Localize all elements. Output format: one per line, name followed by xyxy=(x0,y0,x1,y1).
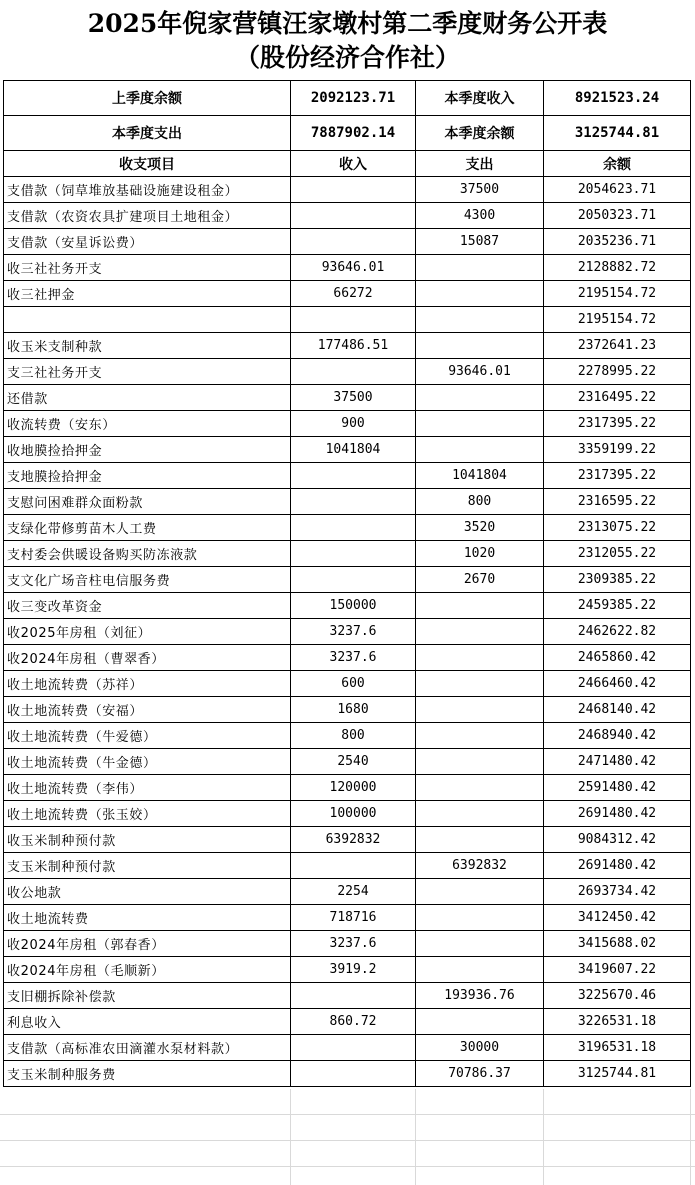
prev-balance-value: 2092123.71 xyxy=(291,81,416,116)
table-row xyxy=(4,359,691,385)
income-cell xyxy=(291,463,416,489)
item-cell: 收2024年房租（曹翠香） xyxy=(4,645,291,671)
balance-cell: 2691480.42 xyxy=(544,853,691,879)
income-cell: 900 xyxy=(291,411,416,437)
balance-cell: 2316595.22 xyxy=(544,489,691,515)
table-row xyxy=(4,463,691,489)
table-row xyxy=(4,905,691,931)
expense-cell: 1020 xyxy=(416,541,544,567)
item-cell: 收三变改革资金 xyxy=(4,593,291,619)
balance-cell: 2050323.71 xyxy=(544,203,691,229)
balance-cell: 2468140.42 xyxy=(544,697,691,723)
item-cell: 收流转费（安东） xyxy=(4,411,291,437)
balance-cell: 2691480.42 xyxy=(544,801,691,827)
table-row xyxy=(4,749,691,775)
item-cell: 支玉米制种服务费 xyxy=(4,1061,291,1087)
balance-cell: 2313075.22 xyxy=(544,515,691,541)
expense-cell: 70786.37 xyxy=(416,1061,544,1087)
item-cell: 收2024年房租（毛顺新） xyxy=(4,957,291,983)
table-row xyxy=(4,333,691,359)
item-cell: 收三社社务开支 xyxy=(4,255,291,281)
table-row xyxy=(4,931,691,957)
expense-cell: 193936.76 xyxy=(416,983,544,1009)
balance-cell: 2195154.72 xyxy=(544,307,691,333)
expense-cell xyxy=(416,931,544,957)
income-cell: 100000 xyxy=(291,801,416,827)
expense-cell: 2670 xyxy=(416,567,544,593)
item-cell: 支旧棚拆除补偿款 xyxy=(4,983,291,1009)
item-cell: 收土地流转费（安福） xyxy=(4,697,291,723)
item-cell: 收公地款 xyxy=(4,879,291,905)
gridline xyxy=(0,1140,695,1141)
income-cell: 1041804 xyxy=(291,437,416,463)
expense-cell: 3520 xyxy=(416,515,544,541)
balance-cell: 2465860.42 xyxy=(544,645,691,671)
table-row xyxy=(4,697,691,723)
table-row xyxy=(4,957,691,983)
table-row xyxy=(4,177,691,203)
balance-cell: 3226531.18 xyxy=(544,1009,691,1035)
balance-cell: 2309385.22 xyxy=(544,567,691,593)
balance-cell: 3412450.42 xyxy=(544,905,691,931)
expense-cell: 6392832 xyxy=(416,853,544,879)
table-row xyxy=(4,307,691,333)
gridline xyxy=(690,1089,691,1185)
expense-cell xyxy=(416,645,544,671)
table-row xyxy=(4,593,691,619)
item-cell: 收土地流转费 xyxy=(4,905,291,931)
balance-cell: 2278995.22 xyxy=(544,359,691,385)
expense-cell: 4300 xyxy=(416,203,544,229)
table-row xyxy=(4,489,691,515)
balance-cell: 3419607.22 xyxy=(544,957,691,983)
item-cell: 收土地流转费（苏祥） xyxy=(4,671,291,697)
table-row xyxy=(4,645,691,671)
balance-cell: 2317395.22 xyxy=(544,463,691,489)
table-row xyxy=(4,723,691,749)
table-row xyxy=(4,515,691,541)
item-cell: 支借款（饲草堆放基础设施建设租金） xyxy=(4,177,291,203)
expense-cell xyxy=(416,411,544,437)
title-line-2: （股份经济合作社） xyxy=(234,43,460,72)
expense-cell xyxy=(416,437,544,463)
item-cell: 支村委会供暖设备购买防冻液款 xyxy=(4,541,291,567)
item-cell: 支文化广场音柱电信服务费 xyxy=(4,567,291,593)
balance-cell: 2459385.22 xyxy=(544,593,691,619)
balance-cell: 2462622.82 xyxy=(544,619,691,645)
finance-table xyxy=(3,80,691,1087)
income-cell xyxy=(291,567,416,593)
item-cell: 收土地流转费（牛金德） xyxy=(4,749,291,775)
expense-cell: 800 xyxy=(416,489,544,515)
income-cell: 3237.6 xyxy=(291,931,416,957)
table-row xyxy=(4,801,691,827)
item-cell: 收土地流转费（张玉姣） xyxy=(4,801,291,827)
expense-cell: 30000 xyxy=(416,1035,544,1061)
income-cell xyxy=(291,541,416,567)
table-row xyxy=(4,775,691,801)
gridline xyxy=(543,1089,544,1185)
expense-value: 7887902.14 xyxy=(291,116,416,151)
table-row xyxy=(4,411,691,437)
table-row xyxy=(4,229,691,255)
income-cell xyxy=(291,307,416,333)
table-row xyxy=(4,255,691,281)
balance-cell: 2317395.22 xyxy=(544,411,691,437)
income-cell xyxy=(291,359,416,385)
column-header-row xyxy=(4,151,691,177)
item-cell: 支借款（安星诉讼费） xyxy=(4,229,291,255)
table-row xyxy=(4,1035,691,1061)
gridline xyxy=(0,1166,695,1167)
balance-cell: 3125744.81 xyxy=(544,1061,691,1087)
table-row xyxy=(4,983,691,1009)
title-line-1: 2025年倪家营镇汪家墩村第二季度财务公开表 xyxy=(87,9,608,38)
header-balance: 余额 xyxy=(544,151,691,177)
expense-cell xyxy=(416,255,544,281)
item-cell: 支借款（农资农具扩建项目土地租金） xyxy=(4,203,291,229)
income-cell: 37500 xyxy=(291,385,416,411)
item-cell: 还借款 xyxy=(4,385,291,411)
balance-cell: 2128882.72 xyxy=(544,255,691,281)
expense-cell xyxy=(416,619,544,645)
expense-cell xyxy=(416,593,544,619)
income-cell: 150000 xyxy=(291,593,416,619)
prev-balance-label: 上季度余额 xyxy=(4,81,291,116)
income-cell xyxy=(291,1035,416,1061)
balance-cell: 3359199.22 xyxy=(544,437,691,463)
item-cell: 利息收入 xyxy=(4,1009,291,1035)
item-cell: 收三社押金 xyxy=(4,281,291,307)
summary-row-1 xyxy=(4,81,691,116)
item-cell: 支玉米制种预付款 xyxy=(4,853,291,879)
expense-cell xyxy=(416,801,544,827)
expense-cell xyxy=(416,307,544,333)
balance-cell: 2468940.42 xyxy=(544,723,691,749)
income-value: 8921523.24 xyxy=(544,81,691,116)
income-cell: 3237.6 xyxy=(291,645,416,671)
balance-cell: 2693734.42 xyxy=(544,879,691,905)
item-cell: 收2024年房租（郭春香） xyxy=(4,931,291,957)
item-cell xyxy=(4,307,291,333)
expense-cell xyxy=(416,1009,544,1035)
expense-cell xyxy=(416,671,544,697)
table-row xyxy=(4,541,691,567)
income-cell: 718716 xyxy=(291,905,416,931)
table-row xyxy=(4,385,691,411)
gridline xyxy=(290,1089,291,1185)
item-cell: 支地膜捡拾押金 xyxy=(4,463,291,489)
expense-cell xyxy=(416,957,544,983)
income-cell xyxy=(291,853,416,879)
income-cell: 3237.6 xyxy=(291,619,416,645)
balance-cell: 2054623.71 xyxy=(544,177,691,203)
expense-label: 本季度支出 xyxy=(4,116,291,151)
item-cell: 支慰问困难群众面粉款 xyxy=(4,489,291,515)
income-cell xyxy=(291,489,416,515)
income-cell: 800 xyxy=(291,723,416,749)
table-row xyxy=(4,1009,691,1035)
income-cell: 3919.2 xyxy=(291,957,416,983)
table-row xyxy=(4,827,691,853)
balance-cell: 2195154.72 xyxy=(544,281,691,307)
expense-cell xyxy=(416,385,544,411)
header-item: 收支项目 xyxy=(4,151,291,177)
income-cell: 93646.01 xyxy=(291,255,416,281)
item-cell: 收土地流转费（牛爱德） xyxy=(4,723,291,749)
income-cell xyxy=(291,229,416,255)
table-row xyxy=(4,1061,691,1087)
balance-cell: 3196531.18 xyxy=(544,1035,691,1061)
income-cell: 66272 xyxy=(291,281,416,307)
expense-cell: 15087 xyxy=(416,229,544,255)
expense-cell: 1041804 xyxy=(416,463,544,489)
income-cell: 2540 xyxy=(291,749,416,775)
balance-cell: 2591480.42 xyxy=(544,775,691,801)
balance-cell: 2316495.22 xyxy=(544,385,691,411)
expense-cell xyxy=(416,281,544,307)
expense-cell xyxy=(416,827,544,853)
income-cell: 177486.51 xyxy=(291,333,416,359)
item-cell: 收玉米制种预付款 xyxy=(4,827,291,853)
balance-cell: 2035236.71 xyxy=(544,229,691,255)
balance-cell: 3225670.46 xyxy=(544,983,691,1009)
balance-cell: 3415688.02 xyxy=(544,931,691,957)
income-cell: 6392832 xyxy=(291,827,416,853)
income-cell: 1680 xyxy=(291,697,416,723)
expense-cell xyxy=(416,905,544,931)
expense-cell: 37500 xyxy=(416,177,544,203)
header-income: 收入 xyxy=(291,151,416,177)
gridline xyxy=(0,1114,695,1115)
balance-label: 本季度余额 xyxy=(416,116,544,151)
income-cell xyxy=(291,515,416,541)
table-row xyxy=(4,281,691,307)
balance-value: 3125744.81 xyxy=(544,116,691,151)
income-label: 本季度收入 xyxy=(416,81,544,116)
balance-cell: 2312055.22 xyxy=(544,541,691,567)
income-cell: 860.72 xyxy=(291,1009,416,1035)
item-cell: 收地膜捡拾押金 xyxy=(4,437,291,463)
table-row xyxy=(4,671,691,697)
header-expense: 支出 xyxy=(416,151,544,177)
income-cell xyxy=(291,203,416,229)
item-cell: 收土地流转费（李伟） xyxy=(4,775,291,801)
income-cell xyxy=(291,177,416,203)
item-cell: 支绿化带修剪苗木人工费 xyxy=(4,515,291,541)
item-cell: 支三社社务开支 xyxy=(4,359,291,385)
table-row xyxy=(4,879,691,905)
expense-cell xyxy=(416,723,544,749)
expense-cell xyxy=(416,749,544,775)
item-cell: 收玉米支制种款 xyxy=(4,333,291,359)
expense-cell xyxy=(416,775,544,801)
income-cell xyxy=(291,1061,416,1087)
income-cell xyxy=(291,983,416,1009)
income-cell: 600 xyxy=(291,671,416,697)
item-cell: 收2025年房租（刘征） xyxy=(4,619,291,645)
table-row xyxy=(4,203,691,229)
table-row xyxy=(4,567,691,593)
table-row xyxy=(4,619,691,645)
income-cell: 2254 xyxy=(291,879,416,905)
expense-cell xyxy=(416,333,544,359)
item-cell: 支借款（高标准农田滴灌水泵材料款） xyxy=(4,1035,291,1061)
table-row xyxy=(4,437,691,463)
table-row xyxy=(4,853,691,879)
balance-cell: 2471480.42 xyxy=(544,749,691,775)
balance-cell: 2372641.23 xyxy=(544,333,691,359)
expense-cell: 93646.01 xyxy=(416,359,544,385)
income-cell: 120000 xyxy=(291,775,416,801)
balance-cell: 2466460.42 xyxy=(544,671,691,697)
balance-cell: 9084312.42 xyxy=(544,827,691,853)
gridline xyxy=(415,1089,416,1185)
expense-cell xyxy=(416,879,544,905)
summary-row-2 xyxy=(4,116,691,151)
expense-cell xyxy=(416,697,544,723)
